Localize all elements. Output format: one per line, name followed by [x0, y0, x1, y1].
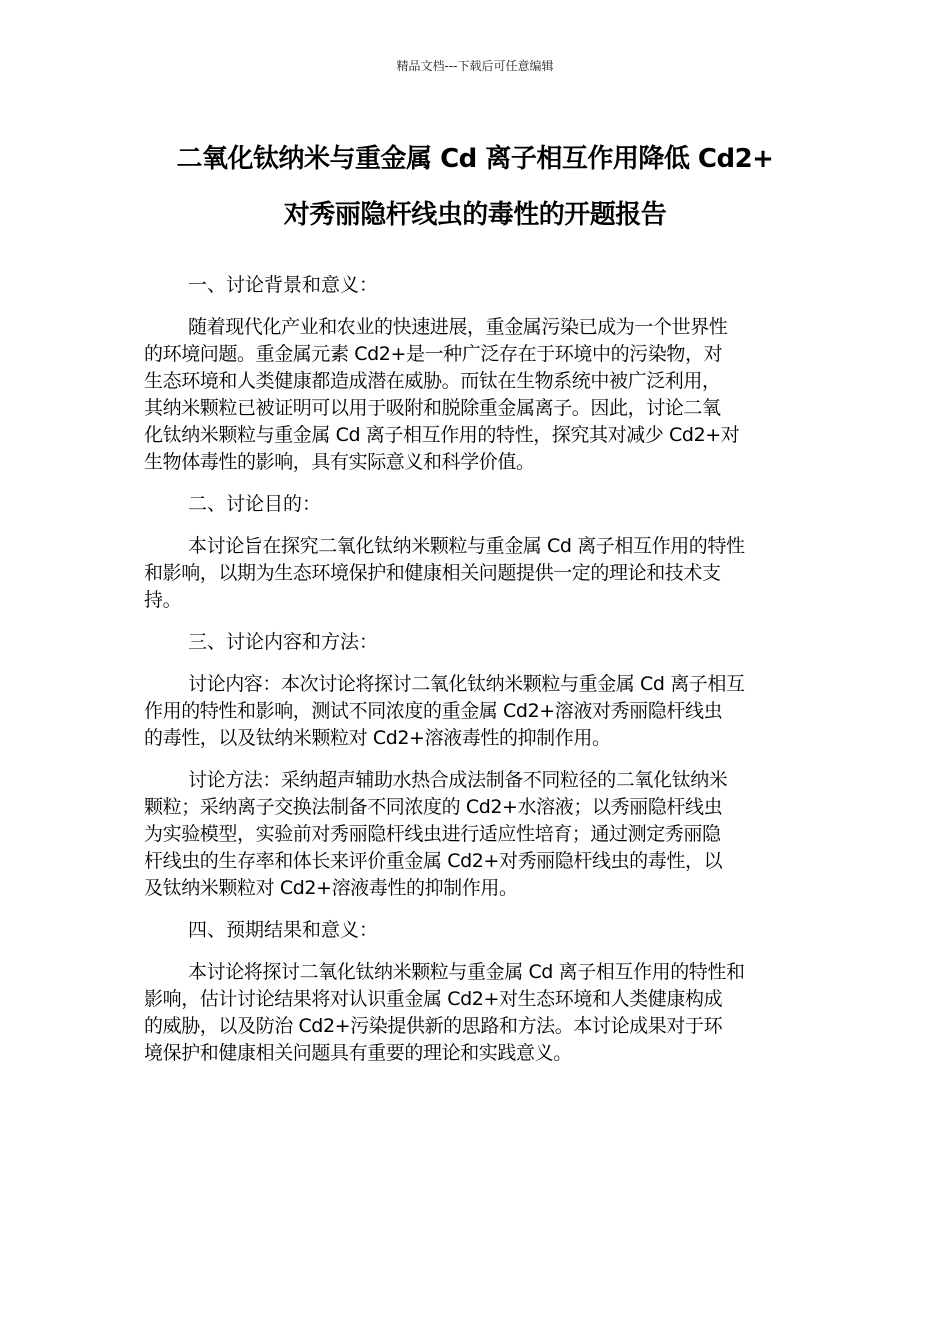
text-line: 的威胁，以及防治 Cd2+污染提供新的思路和方法。本讨论成果对于环 [144, 1015, 723, 1037]
text-line: 为实验模型，实验前对秀丽隐杆线虫进行适应性培育；通过测定秀丽隐 [144, 823, 721, 845]
text-line: 讨论方法：采纳超声辅助水热合成法制备不同粒径的二氧化钛纳米 [188, 769, 728, 791]
title-line-2: 对秀丽隐杆线虫的毒性的开题报告 [283, 200, 667, 230]
text-line: 持。 [144, 589, 182, 611]
section-heading-expected-results: 四、预期结果和意义： [188, 919, 379, 941]
paragraph-content [144, 671, 806, 752]
paragraph-purpose [144, 533, 806, 614]
text-line: 其纳米颗粒已被证明可以用于吸附和脱除重金属离子。因此，讨论二氧 [144, 397, 721, 419]
text-line: 境保护和健康相关问题具有重要的理论和实践意义。 [144, 1042, 572, 1064]
paragraph-expected-results [144, 959, 806, 1067]
section-heading-purpose: 二、讨论目的： [188, 493, 322, 515]
document-title [100, 131, 850, 243]
text-line: 生态环境和人类健康都造成潜在威胁。而钛在生物系统中被广泛利用， [144, 370, 721, 392]
text-line: 和影响，以期为生态环境保护和健康相关问题提供一定的理论和技术支 [144, 562, 721, 584]
document-body [144, 272, 806, 1082]
text-line: 的环境问题。重金属元素 Cd2+是一种广泛存在于环境中的污染物，对 [144, 343, 723, 365]
title-line-1: 二氧化钛纳米与重金属 Cd 离子相互作用降低 Cd2+ [176, 144, 774, 174]
text-line: 的毒性，以及钛纳米颗粒对 Cd2+溶液毒性的抑制作用。 [144, 727, 611, 749]
section-heading-background: 一、讨论背景和意义： [188, 274, 379, 296]
text-line: 颗粒；采纳离子交换法制备不同浓度的 Cd2+水溶液；以秀丽隐杆线虫 [144, 796, 723, 818]
text-line: 及钛纳米颗粒对 Cd2+溶液毒性的抑制作用。 [144, 877, 518, 899]
section-heading-content-methods: 三、讨论内容和方法： [188, 631, 379, 653]
text-line: 杆线虫的生存率和体长来评价重金属 Cd2+对秀丽隐杆线虫的毒性，以 [144, 850, 723, 872]
text-line: 生物体毒性的影响，具有实际意义和科学价值。 [144, 451, 535, 473]
text-line: 作用的特性和影响，测试不同浓度的重金属 Cd2+溶液对秀丽隐杆线虫 [144, 700, 723, 722]
text-line: 本讨论旨在探究二氧化钛纳米颗粒与重金属 Cd 离子相互作用的特性 [188, 535, 745, 557]
text-line: 讨论内容：本次讨论将探讨二氧化钛纳米颗粒与重金属 Cd 离子相互 [188, 673, 745, 695]
text-line: 化钛纳米颗粒与重金属 Cd 离子相互作用的特性，探究其对减少 Cd2+对 [144, 424, 740, 446]
paragraph-background [144, 314, 806, 476]
page-header: 精品文档---下载后可任意编辑 [396, 59, 554, 73]
text-line: 影响，估计讨论结果将对认识重金属 Cd2+对生态环境和人类健康构成 [144, 988, 723, 1010]
paragraph-methods [144, 767, 806, 902]
text-line: 本讨论将探讨二氧化钛纳米颗粒与重金属 Cd 离子相互作用的特性和 [188, 961, 745, 983]
text-line: 随着现代化产业和农业的快速进展，重金属污染已成为一个世界性 [188, 316, 728, 338]
